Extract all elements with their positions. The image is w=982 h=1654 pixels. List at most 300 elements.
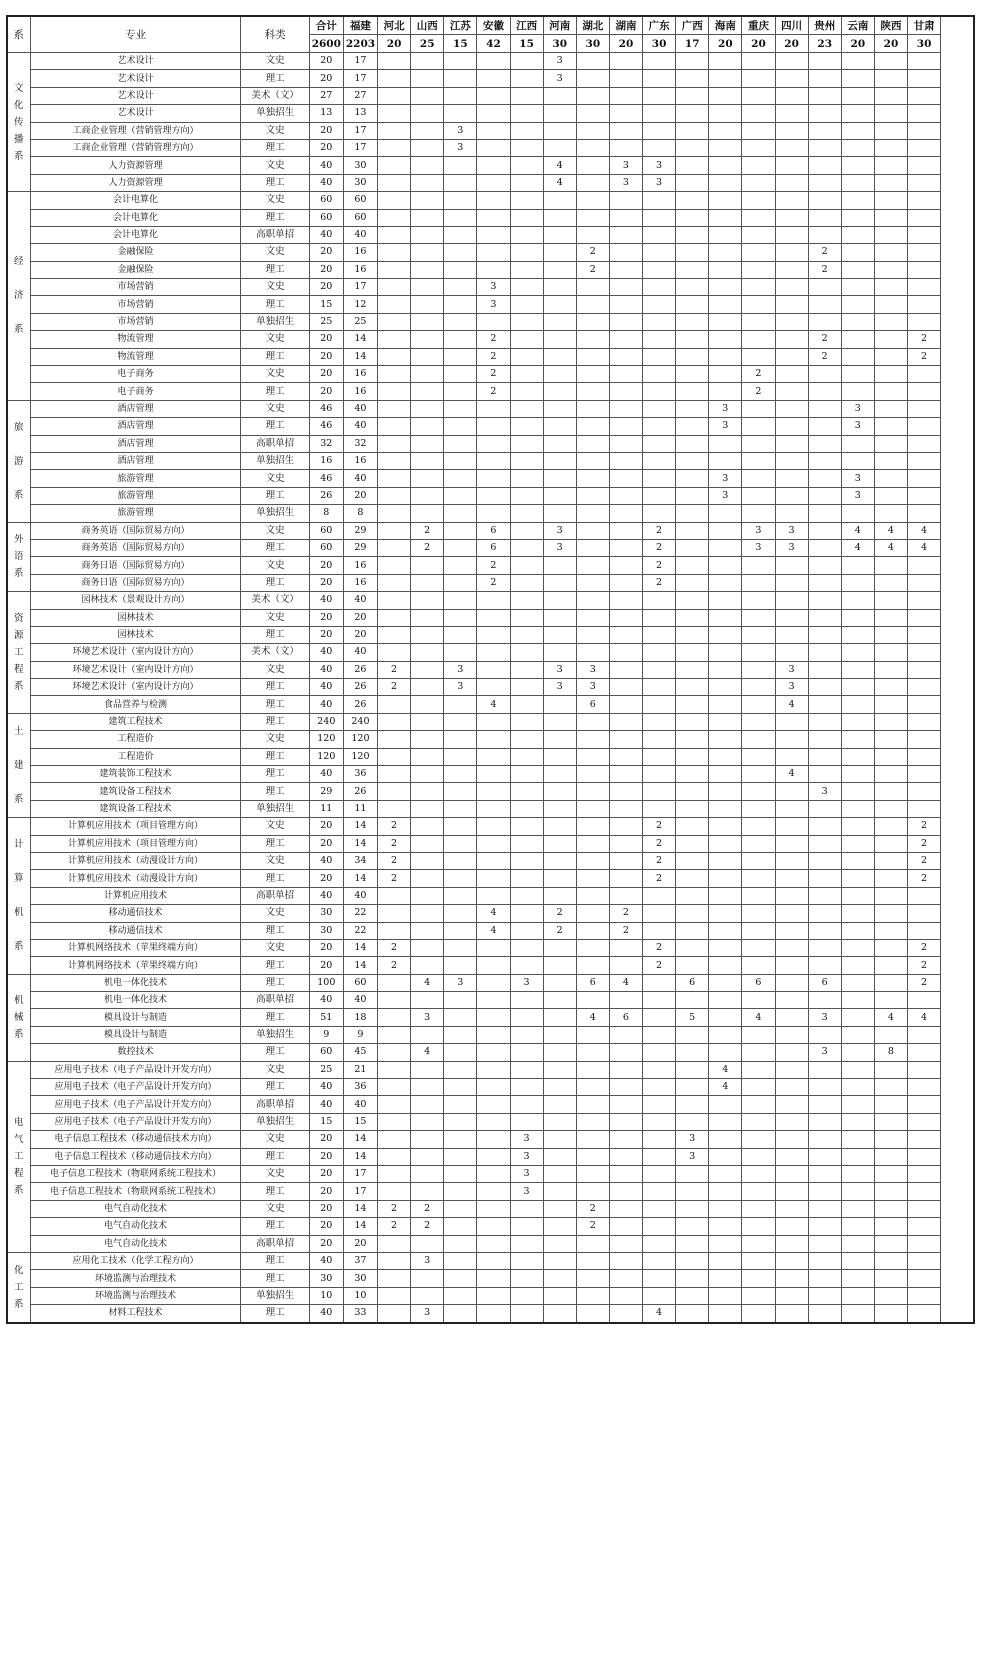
quota-cell	[378, 783, 411, 800]
quota-cell	[908, 696, 941, 713]
quota-cell	[609, 400, 642, 417]
table-row	[7, 957, 974, 974]
quota-cell: 2	[643, 574, 676, 591]
quota-cell	[576, 939, 609, 956]
quota-cell: 20	[309, 1148, 343, 1165]
quota-cell	[775, 192, 808, 209]
quota-cell	[709, 366, 742, 383]
quota-cell: 2	[643, 539, 676, 556]
quota-cell: 14	[343, 870, 377, 887]
quota-cell	[411, 852, 444, 869]
quota-cell	[676, 592, 709, 609]
quota-cell	[609, 1287, 642, 1304]
quota-cell	[378, 279, 411, 296]
quota-cell	[874, 835, 907, 852]
quota-cell	[609, 766, 642, 783]
quota-cell	[709, 557, 742, 574]
dept-label-char: 系	[14, 150, 24, 162]
quota-cell	[576, 1305, 609, 1323]
quota-cell	[709, 296, 742, 313]
quota-cell: 14	[343, 1148, 377, 1165]
quota-cell	[510, 748, 543, 765]
quota-cell	[908, 505, 941, 522]
quota-cell	[841, 644, 874, 661]
quota-cell	[411, 713, 444, 730]
quota-cell	[841, 1009, 874, 1026]
quota-cell	[444, 992, 477, 1009]
quota-cell	[643, 53, 676, 70]
quota-cell	[444, 922, 477, 939]
quota-cell	[444, 226, 477, 243]
quota-cell	[874, 974, 907, 991]
quota-cell	[477, 470, 510, 487]
quota-cell	[709, 1166, 742, 1183]
quota-cell	[742, 1026, 775, 1043]
quota-cell	[709, 661, 742, 678]
dept-label	[7, 974, 30, 1061]
quota-cell: 17	[343, 122, 377, 139]
quota-cell	[643, 70, 676, 87]
quota-cell: 3	[411, 1305, 444, 1323]
quota-cell	[841, 157, 874, 174]
major-name: 食品营养与检测	[30, 696, 241, 713]
major-name: 园林技术（景观设计方向）	[30, 592, 241, 609]
quota-cell: 30	[343, 157, 377, 174]
quota-cell	[477, 766, 510, 783]
table-row	[7, 592, 974, 609]
quota-cell	[908, 1218, 941, 1235]
table-row	[7, 1252, 974, 1269]
quota-cell	[643, 1044, 676, 1061]
quota-cell: 2	[908, 835, 941, 852]
quota-cell	[543, 800, 576, 817]
quota-cell: 20	[343, 626, 377, 643]
quota-cell	[609, 331, 642, 348]
quota-cell: 45	[343, 1044, 377, 1061]
quota-cell	[841, 1305, 874, 1323]
quota-cell	[609, 852, 642, 869]
quota-cell: 2	[908, 957, 941, 974]
quota-cell	[576, 53, 609, 70]
quota-cell	[841, 1235, 874, 1252]
quota-cell	[808, 661, 841, 678]
quota-cell	[808, 1166, 841, 1183]
dept-label-char	[8, 740, 30, 757]
quota-cell	[411, 1061, 444, 1078]
quota-cell: 32	[309, 435, 343, 452]
province-quota-total: 30	[576, 35, 609, 53]
quota-cell: 2	[378, 679, 411, 696]
quota-cell: 2	[609, 905, 642, 922]
quota-cell	[841, 713, 874, 730]
quota-cell	[676, 679, 709, 696]
quota-cell	[378, 296, 411, 313]
quota-cell	[510, 1113, 543, 1130]
quota-cell	[609, 348, 642, 365]
major-name: 电子信息工程技术（移动通信技术方向）	[30, 1131, 241, 1148]
quota-cell	[444, 209, 477, 226]
quota-cell	[709, 1044, 742, 1061]
quota-cell	[676, 835, 709, 852]
quota-cell	[378, 992, 411, 1009]
quota-cell	[576, 800, 609, 817]
province-header: 四川	[775, 16, 808, 35]
quota-cell	[808, 1270, 841, 1287]
quota-cell	[709, 644, 742, 661]
quota-cell	[775, 139, 808, 156]
quota-cell	[676, 1235, 709, 1252]
quota-cell	[477, 1200, 510, 1217]
major-name: 园林技术	[30, 609, 241, 626]
major-name: 工程造价	[30, 731, 241, 748]
quota-cell	[477, 661, 510, 678]
quota-cell	[709, 1096, 742, 1113]
quota-cell	[742, 905, 775, 922]
quota-cell	[378, 505, 411, 522]
quota-cell	[444, 435, 477, 452]
quota-cell	[576, 887, 609, 904]
quota-cell: 30	[309, 905, 343, 922]
major-name: 商务日语（国际贸易方向）	[30, 557, 241, 574]
quota-cell: 40	[309, 1252, 343, 1269]
quota-cell	[444, 1270, 477, 1287]
quota-cell	[543, 748, 576, 765]
quota-cell	[808, 87, 841, 104]
quota-cell	[742, 244, 775, 261]
quota-cell	[543, 592, 576, 609]
province-quota-total: 2203	[343, 35, 377, 53]
quota-cell	[808, 713, 841, 730]
quota-cell	[742, 852, 775, 869]
major-name: 工商企业管理（营销管理方向）	[30, 122, 241, 139]
quota-cell: 25	[309, 1061, 343, 1078]
quota-cell	[709, 574, 742, 591]
category-cell: 美术（文）	[241, 644, 309, 661]
province-header: 河北	[378, 16, 411, 35]
quota-cell	[411, 400, 444, 417]
quota-cell	[576, 766, 609, 783]
quota-cell	[808, 400, 841, 417]
dept-label	[7, 592, 30, 714]
quota-cell	[411, 366, 444, 383]
quota-cell	[444, 800, 477, 817]
quota-cell	[742, 1148, 775, 1165]
quota-cell: 2	[378, 661, 411, 678]
quota-cell: 3	[543, 661, 576, 678]
quota-cell	[643, 992, 676, 1009]
quota-cell: 2	[609, 922, 642, 939]
quota-cell	[676, 105, 709, 122]
quota-cell	[808, 279, 841, 296]
quota-cell	[841, 1113, 874, 1130]
quota-cell	[808, 818, 841, 835]
quota-cell	[444, 592, 477, 609]
quota-cell	[411, 348, 444, 365]
quota-cell	[709, 992, 742, 1009]
quota-cell	[378, 209, 411, 226]
quota-cell	[444, 644, 477, 661]
quota-cell	[477, 87, 510, 104]
quota-cell	[609, 105, 642, 122]
dept-label-char: 系	[14, 1298, 24, 1310]
quota-cell	[477, 1026, 510, 1043]
quota-cell	[411, 1026, 444, 1043]
quota-cell	[444, 818, 477, 835]
quota-cell: 15	[343, 1113, 377, 1130]
quota-cell	[908, 557, 941, 574]
quota-cell: 11	[343, 800, 377, 817]
quota-cell	[643, 348, 676, 365]
quota-cell	[841, 1183, 874, 1200]
quota-cell	[411, 835, 444, 852]
quota-cell	[908, 244, 941, 261]
quota-cell	[742, 122, 775, 139]
quota-cell	[742, 400, 775, 417]
quota-cell	[742, 139, 775, 156]
quota-cell	[808, 122, 841, 139]
major-name: 金融保险	[30, 244, 241, 261]
quota-cell	[775, 1079, 808, 1096]
quota-cell	[444, 783, 477, 800]
quota-cell	[874, 87, 907, 104]
quota-cell: 4	[775, 766, 808, 783]
dept-label-char: 系	[14, 568, 24, 580]
quota-cell	[444, 505, 477, 522]
quota-cell	[609, 539, 642, 556]
table-row	[7, 1009, 974, 1026]
quota-cell	[543, 505, 576, 522]
quota-cell: 60	[309, 522, 343, 539]
quota-cell: 17	[343, 53, 377, 70]
quota-cell: 16	[343, 261, 377, 278]
quota-cell	[609, 261, 642, 278]
quota-cell	[444, 696, 477, 713]
quota-cell	[609, 696, 642, 713]
quota-cell	[676, 887, 709, 904]
quota-cell	[808, 174, 841, 191]
major-name: 人力资源管理	[30, 174, 241, 191]
quota-cell	[874, 226, 907, 243]
quota-cell	[775, 383, 808, 400]
quota-cell	[477, 974, 510, 991]
quota-cell	[709, 348, 742, 365]
quota-cell	[676, 1044, 709, 1061]
quota-cell	[775, 435, 808, 452]
quota-cell	[808, 1131, 841, 1148]
table-row	[7, 870, 974, 887]
quota-cell: 2	[477, 331, 510, 348]
quota-cell	[576, 487, 609, 504]
quota-cell: 4	[841, 522, 874, 539]
quota-cell	[908, 1235, 941, 1252]
quota-cell	[444, 105, 477, 122]
quota-cell	[775, 261, 808, 278]
quota-cell	[775, 296, 808, 313]
quota-cell	[874, 70, 907, 87]
quota-cell	[510, 244, 543, 261]
quota-cell	[576, 418, 609, 435]
quota-cell	[378, 713, 411, 730]
dept-label-char: 算	[14, 873, 24, 885]
quota-cell	[908, 748, 941, 765]
quota-cell	[643, 783, 676, 800]
quota-cell	[444, 157, 477, 174]
quota-cell: 40	[343, 400, 377, 417]
dept-label-char	[8, 436, 30, 453]
province-quota-total: 20	[874, 35, 907, 53]
quota-cell	[378, 1305, 411, 1323]
quota-cell	[808, 192, 841, 209]
quota-cell	[543, 383, 576, 400]
table-row	[7, 696, 974, 713]
quota-cell	[742, 53, 775, 70]
dept-label-char: 游	[14, 455, 24, 467]
province-quota-total: 15	[444, 35, 477, 53]
quota-cell	[775, 505, 808, 522]
quota-cell	[643, 1183, 676, 1200]
table-row	[7, 435, 974, 452]
quota-cell: 20	[309, 557, 343, 574]
dept-label-char: 传	[14, 116, 24, 128]
quota-cell	[477, 818, 510, 835]
quota-cell	[444, 418, 477, 435]
quota-cell	[444, 470, 477, 487]
quota-cell: 2	[808, 261, 841, 278]
quota-cell: 14	[343, 348, 377, 365]
major-name: 模具设计与制造	[30, 1026, 241, 1043]
quota-cell	[808, 1061, 841, 1078]
quota-cell	[808, 435, 841, 452]
quota-cell	[874, 279, 907, 296]
quota-cell	[808, 609, 841, 626]
quota-cell	[643, 87, 676, 104]
quota-cell: 3	[709, 418, 742, 435]
quota-cell	[643, 1131, 676, 1148]
category-cell: 理工	[241, 1009, 309, 1026]
quota-cell	[775, 244, 808, 261]
quota-cell	[510, 70, 543, 87]
quota-cell	[742, 209, 775, 226]
quota-cell	[775, 487, 808, 504]
quota-cell	[609, 1270, 642, 1287]
major-name: 电子信息工程技术（物联网系统工程技术）	[30, 1183, 241, 1200]
quota-cell: 2	[643, 522, 676, 539]
quota-cell	[775, 157, 808, 174]
quota-cell	[808, 505, 841, 522]
quota-cell	[510, 592, 543, 609]
quota-cell	[775, 800, 808, 817]
category-cell: 理工	[241, 1148, 309, 1165]
quota-cell	[742, 870, 775, 887]
quota-cell	[411, 800, 444, 817]
quota-cell: 20	[309, 818, 343, 835]
quota-cell	[543, 105, 576, 122]
major-name: 旅游管理	[30, 487, 241, 504]
quota-cell: 3	[841, 400, 874, 417]
dept-label-char: 语	[14, 551, 24, 563]
quota-cell	[543, 1131, 576, 1148]
major-name: 市场营销	[30, 296, 241, 313]
quota-cell	[742, 1166, 775, 1183]
quota-cell	[378, 974, 411, 991]
quota-cell: 40	[343, 418, 377, 435]
quota-cell	[576, 279, 609, 296]
table-row	[7, 557, 974, 574]
category-cell: 文史	[241, 818, 309, 835]
quota-cell	[510, 644, 543, 661]
quota-cell	[609, 244, 642, 261]
quota-cell	[742, 939, 775, 956]
quota-cell: 40	[309, 887, 343, 904]
quota-cell	[477, 1009, 510, 1026]
dept-label-char: 机	[14, 995, 24, 1007]
dept-label-char: 系	[14, 941, 24, 953]
quota-cell	[510, 1252, 543, 1269]
quota-cell	[576, 922, 609, 939]
enrollment-plan-sheet	[6, 15, 975, 1324]
dept-label-char: 化	[14, 99, 24, 111]
quota-cell	[742, 348, 775, 365]
category-cell: 理工	[241, 261, 309, 278]
quota-cell	[643, 748, 676, 765]
quota-cell	[378, 592, 411, 609]
quota-cell: 2	[742, 383, 775, 400]
quota-cell	[808, 487, 841, 504]
quota-cell	[609, 1096, 642, 1113]
table-row	[7, 1270, 974, 1287]
quota-cell	[444, 1061, 477, 1078]
quota-cell	[775, 313, 808, 330]
quota-cell	[874, 1061, 907, 1078]
quota-cell	[874, 1200, 907, 1217]
dept-label	[7, 53, 30, 192]
province-header: 贵州	[808, 16, 841, 35]
quota-cell	[676, 922, 709, 939]
quota-cell	[444, 1026, 477, 1043]
quota-cell	[411, 644, 444, 661]
quota-cell: 4	[609, 974, 642, 991]
quota-cell	[808, 1113, 841, 1130]
quota-cell	[378, 70, 411, 87]
quota-cell	[908, 226, 941, 243]
quota-cell	[709, 261, 742, 278]
quota-cell	[775, 922, 808, 939]
quota-cell	[477, 731, 510, 748]
quota-cell	[477, 452, 510, 469]
quota-cell	[510, 939, 543, 956]
province-header: 福建	[343, 16, 377, 35]
quota-cell	[576, 592, 609, 609]
quota-cell	[609, 713, 642, 730]
quota-cell	[742, 452, 775, 469]
dept-label-char: 济	[14, 290, 24, 302]
quota-cell	[477, 992, 510, 1009]
quota-cell	[841, 574, 874, 591]
quota-cell: 2	[643, 870, 676, 887]
category-cell: 文史	[241, 157, 309, 174]
category-cell: 理工	[241, 766, 309, 783]
quota-cell	[510, 835, 543, 852]
quota-cell	[709, 852, 742, 869]
quota-cell	[576, 905, 609, 922]
category-cell: 理工	[241, 1305, 309, 1323]
quota-cell	[808, 70, 841, 87]
quota-cell	[543, 261, 576, 278]
quota-cell: 8	[343, 505, 377, 522]
quota-cell: 51	[309, 1009, 343, 1026]
quota-cell	[643, 470, 676, 487]
quota-cell	[411, 435, 444, 452]
